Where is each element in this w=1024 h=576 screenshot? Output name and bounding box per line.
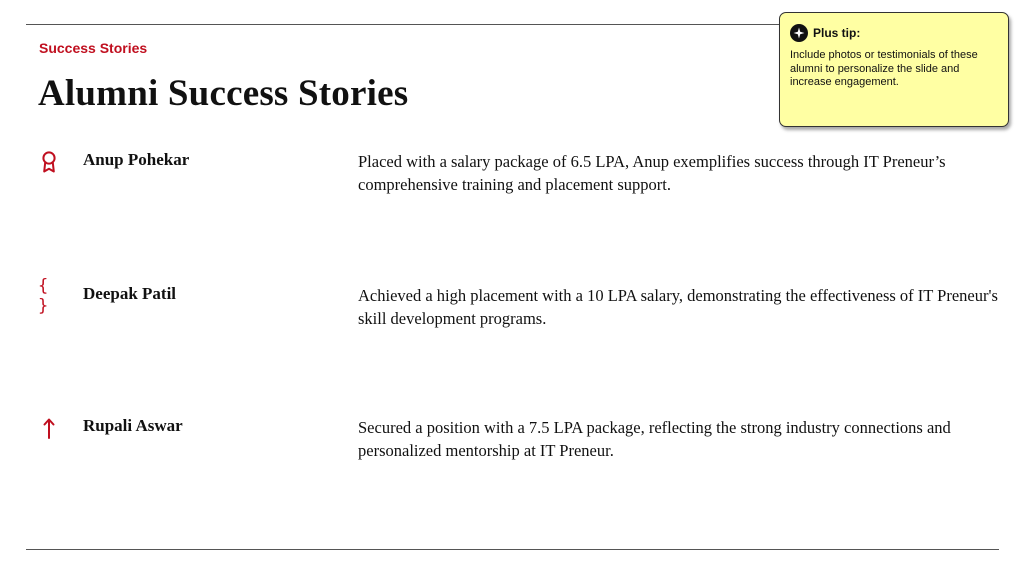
- award-ribbon-icon: [38, 149, 60, 175]
- alumni-description: Achieved a high placement with a 10 LPA salary, demonstrating the effectiveness of IT Preneur's skill development programs.: [358, 286, 998, 328]
- sparkle-icon: [790, 24, 808, 42]
- tip-header: [790, 23, 998, 43]
- curly-braces-glyph: { }: [38, 276, 50, 316]
- story-row: [0, 149, 1024, 209]
- alumni-description: Placed with a salary package of 6.5 LPA, Anup exemplifies success through IT Preneur’s comprehensive training and placement support.: [358, 152, 946, 194]
- alumni-name: Anup Pohekar: [83, 150, 190, 169]
- tip-body: Include photos or testimonials of these alumni to personalize the slide and increase engagement.: [790, 49, 978, 88]
- alumni-name: Rupali Aswar: [83, 416, 183, 435]
- alumni-name: Deepak Patil: [83, 284, 177, 303]
- arrow-up-icon: [38, 415, 60, 441]
- tip-label: Plus tip:: [813, 26, 861, 40]
- story-row: [0, 276, 1024, 343]
- section-label: Success Stories: [39, 40, 148, 56]
- bottom-divider: [26, 549, 999, 550]
- plus-tip-note: [779, 12, 1009, 127]
- curly-braces-icon: [38, 276, 60, 316]
- story-row: [0, 415, 1024, 475]
- alumni-description: Secured a position with a 7.5 LPA package, reflecting the strong industry connections and personalized mentorship at IT Preneur.: [358, 418, 951, 460]
- slide-title: Alumni Success Stories: [38, 73, 409, 114]
